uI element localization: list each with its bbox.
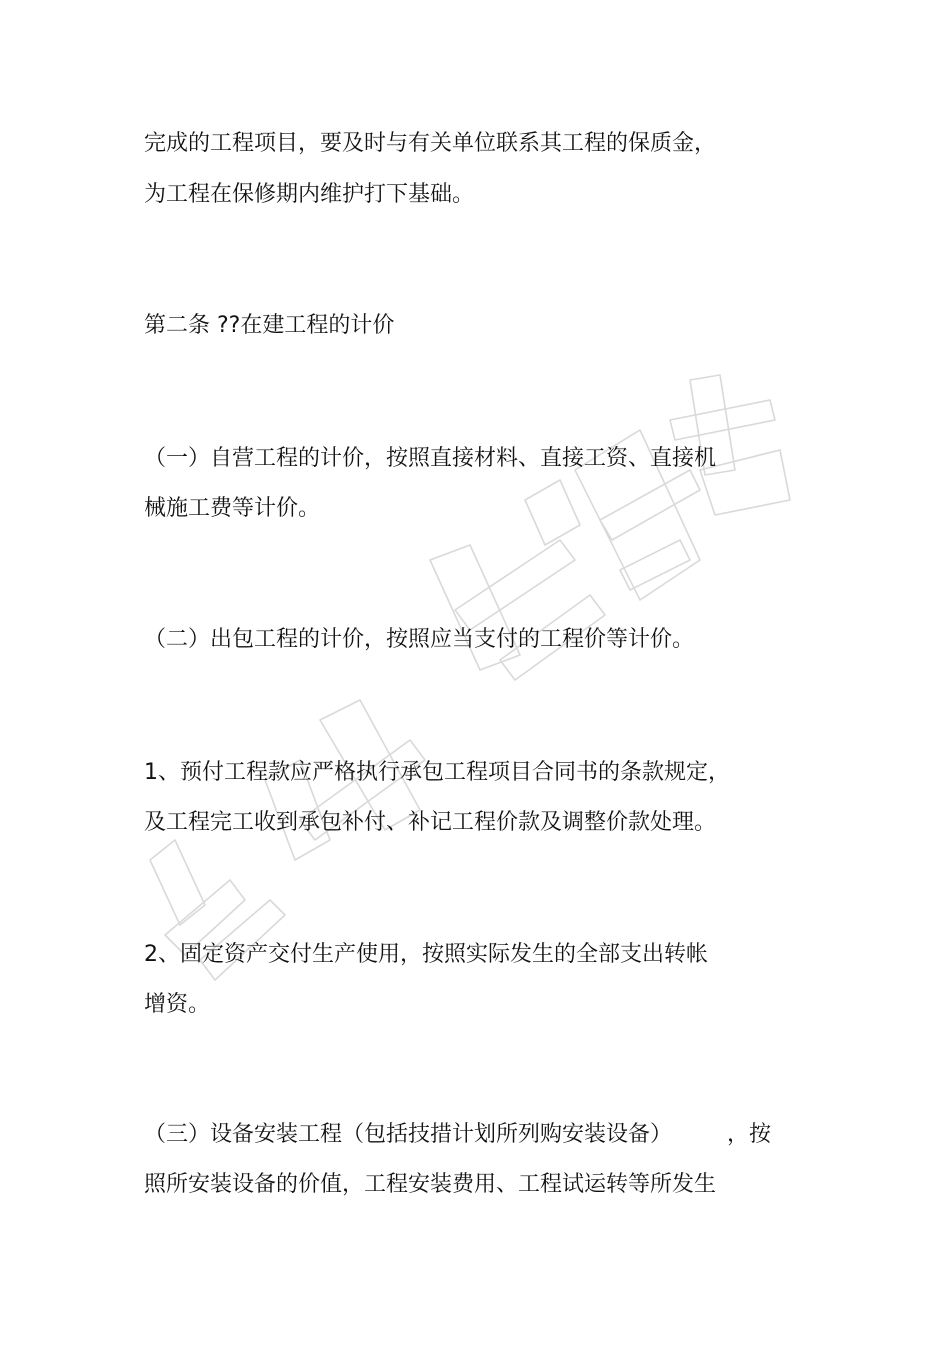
paragraph-1-line-2: 为工程在保修期内维护打下基础。 — [144, 182, 475, 207]
paragraph-7-line-2: 照所安装设备的价值，工程安装费用、工程试运转等所发生 — [144, 1172, 717, 1197]
paragraph-5-line-2: 及工程完工收到承包补付、补记工程价款及调整价款处理。 — [144, 810, 717, 835]
paragraph-7-line-1: （三）设备安装工程（包括技措计划所列购安装设备） ，按 — [144, 1122, 772, 1147]
paragraph-1-line-1: 完成的工程项目，要及时与有关单位联系其工程的保质金， — [144, 131, 717, 156]
article-heading: 第二条 ??在建工程的计价 — [144, 313, 395, 338]
paragraph-6-line-2: 增资。 — [144, 992, 211, 1017]
paragraph-5-line-1: 1、预付工程款应严格执行承包工程项目合同书的条款规定， — [144, 760, 730, 785]
paragraph-3-line-2: 械施工费等计价。 — [144, 496, 321, 521]
paragraph-3-line-1: （一）自营工程的计价，按照直接材料、直接工资、直接机 — [144, 446, 717, 471]
paragraph-6-line-1: 2、固定资产交付生产使用，按照实际发生的全部支出转帐 — [144, 942, 708, 967]
paragraph-4-line-1: （二）出包工程的计价，按照应当支付的工程价等计价。 — [144, 627, 695, 652]
